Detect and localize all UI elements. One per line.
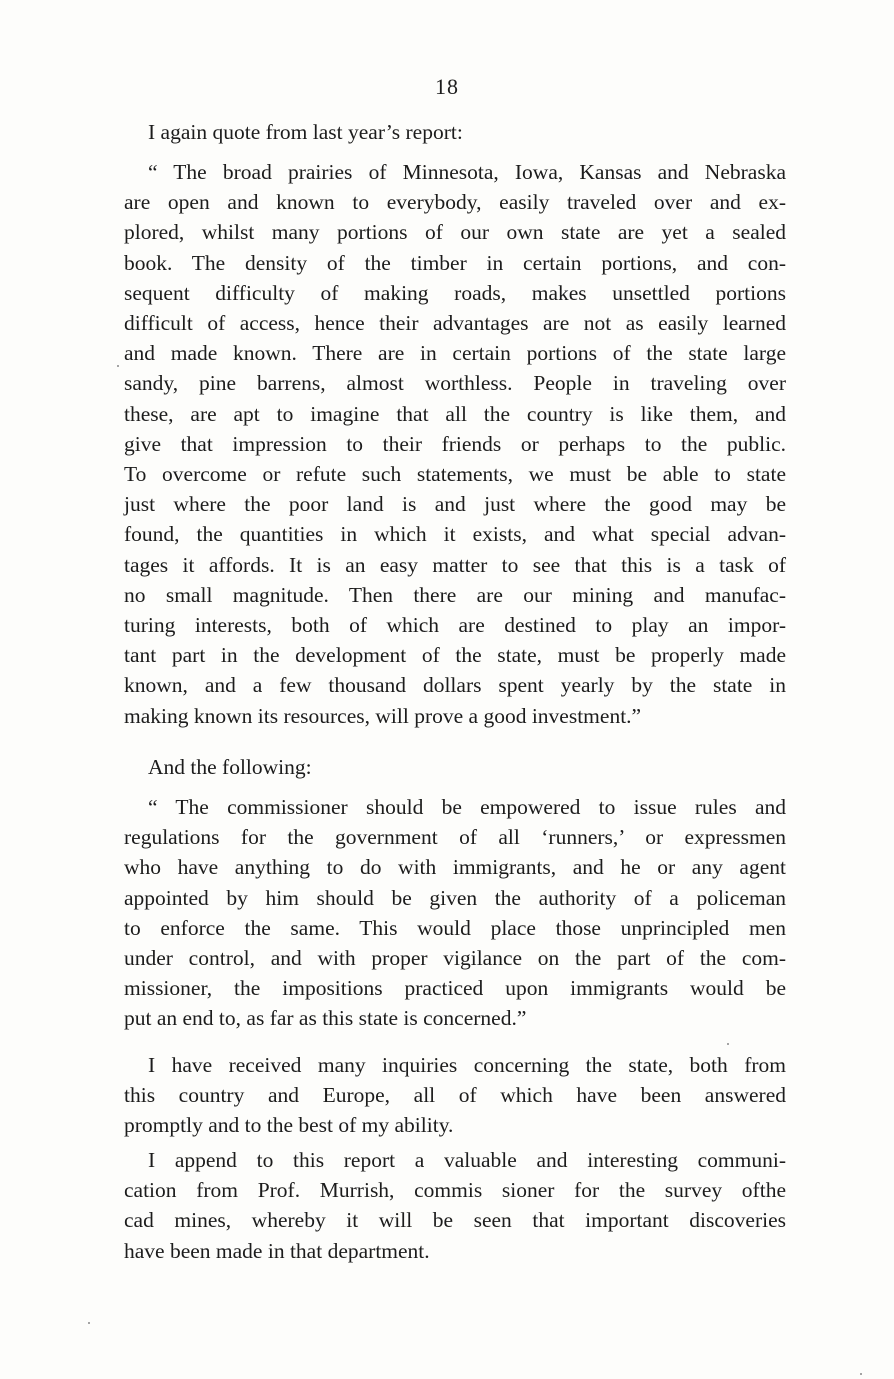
text-line: these, are apt to imagine that all the country is like them, and	[124, 401, 786, 426]
text-line: under control, and with proper vigilance on the part of the com-	[124, 946, 786, 971]
text-line: “ The commissioner should be empowered to issue rules and	[148, 795, 786, 819]
text-line: “ The broad prairies of Minnesota, Iowa, Kansas and Nebraska	[148, 160, 786, 184]
text-line: sequent difficulty of making roads, makes unsettled portions	[124, 280, 786, 305]
text-line: To overcome or refute such statements, we must be able to state	[124, 462, 786, 487]
text-line: who have anything to do with immigrants, and he or any agent	[124, 855, 786, 880]
text-line: give that impression to their friends or perhaps to the public.	[124, 431, 786, 456]
text-line: cation from Prof. Murrish, commis sioner for the survey ofthe	[124, 1178, 786, 1203]
text-line: I append to this report a valuable and interesting communi-	[148, 1148, 786, 1172]
text-line: appointed by him should be given the authority of a policeman	[124, 885, 786, 910]
text-line: making known its resources, will prove a good investment.”	[124, 703, 642, 728]
text-line: regulations for the government of all ‘runners,’ or expressmen	[124, 825, 786, 850]
text-line: and made known. There are in certain portions of the state large	[124, 341, 786, 366]
text-line: I again quote from last year’s report:	[148, 120, 463, 144]
paragraph-inquiries	[124, 1050, 786, 1141]
paragraph-quote-2	[124, 792, 786, 1034]
text-line: this country and Europe, all of which have been answered	[124, 1083, 786, 1108]
text-line: book. The density of the timber in certain portions, and con-	[124, 250, 786, 275]
scan-speck	[117, 365, 119, 367]
text-line: tant part in the development of the state, must be properly made	[124, 643, 786, 668]
text-line: plored, whilst many portions of our own state are yet a sealed	[124, 220, 786, 245]
paragraph-append	[124, 1145, 786, 1266]
text-line: sandy, pine barrens, almost worthless. People in traveling over	[124, 371, 786, 396]
text-line: difficult of access, hence their advantages are not as easily learned	[124, 311, 786, 336]
text-line: known, and a few thousand dollars spent yearly by the state in	[124, 673, 786, 698]
text-line: cad mines, whereby it will be seen that important discoveries	[124, 1208, 786, 1233]
text-line: no small magnitude. Then there are our mining and manufac-	[124, 582, 786, 607]
paragraph-quote-1	[124, 157, 786, 731]
scan-speck	[860, 1373, 862, 1375]
text-line: are open and known to everybody, easily traveled over and ex-	[124, 190, 786, 215]
text-line: have been made in that department.	[124, 1238, 430, 1263]
text-line: found, the quantities in which it exists, and what special advan-	[124, 522, 786, 547]
text-line: to enforce the same. This would place those unprincipled men	[124, 915, 786, 940]
text-line: missioner, the impositions practiced upon immigrants would be	[124, 976, 786, 1001]
text-line: just where the poor land is and just where the good may be	[124, 492, 786, 517]
text-line: And the following:	[148, 755, 312, 779]
text-line: I have received many inquiries concerning the state, both from	[148, 1053, 786, 1077]
page-number: 18	[435, 74, 459, 99]
text-line: put an end to, as far as this state is concerned.”	[124, 1006, 527, 1031]
paragraph-and-following	[124, 752, 786, 782]
scan-speck	[727, 1043, 729, 1045]
text-line: turing interests, both of which are destined to play an impor-	[124, 613, 786, 638]
scan-speck	[88, 1322, 90, 1324]
paragraph-intro-quote	[124, 117, 786, 147]
text-line: promptly and to the best of my ability.	[124, 1113, 454, 1138]
text-line: tages it affords. It is an easy matter to see that this is a task of	[124, 552, 786, 577]
